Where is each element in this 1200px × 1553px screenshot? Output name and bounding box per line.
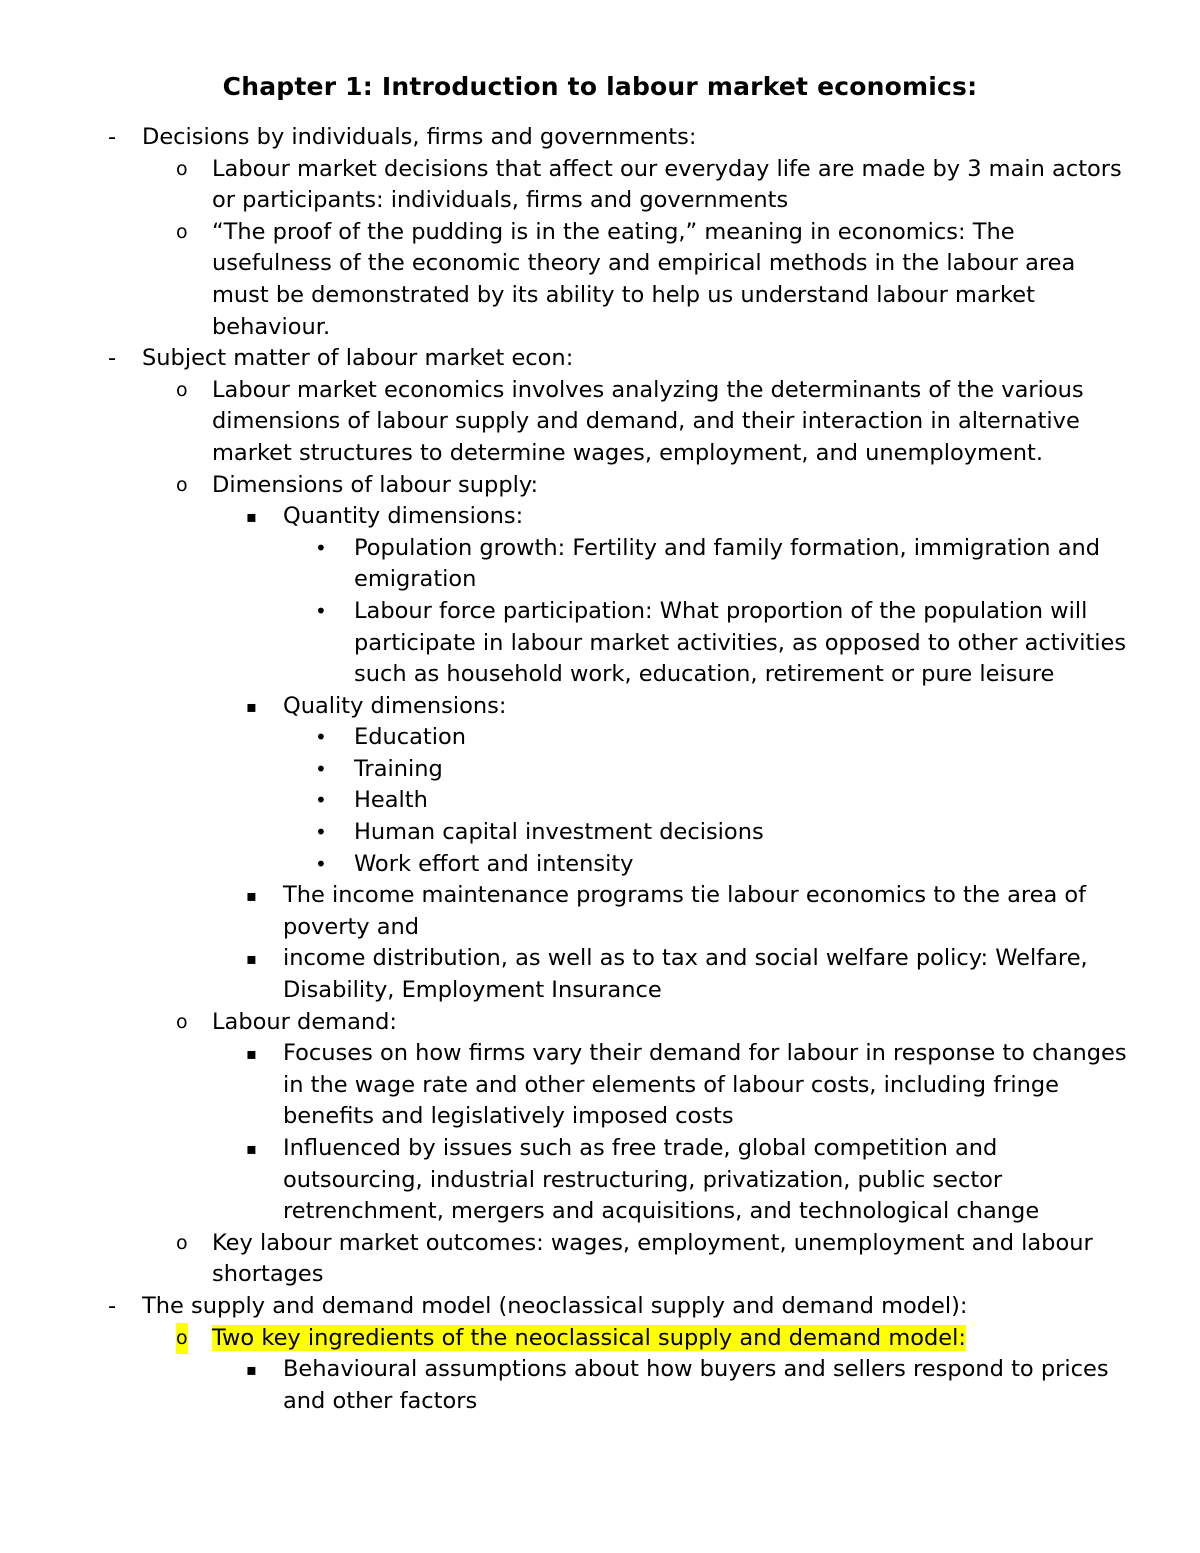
item-text: Quantity dimensions: — [283, 503, 524, 530]
square-bullet-icon: ▪ — [246, 696, 257, 716]
dash-marker: - — [108, 345, 117, 372]
item-text: Key labour market outcomes: wages, employment, unemployment and labour shortages — [212, 1229, 1093, 1288]
square-bullet-icon: ▪ — [246, 507, 257, 527]
circle-bullet-icon: o — [176, 1231, 188, 1254]
item-text: Influenced by issues such as free trade, global competition and outsourcing, industrial restructuring, privatization, public sector retrenchment, mergers and acquisitions, and technological change — [283, 1135, 1040, 1225]
item-text: Labour market decisions that affect our everyday life are made by 3 main actors or participants: individuals, firms and governments — [212, 155, 1122, 214]
outline-item-level-1 — [0, 1291, 1132, 1323]
dash-marker: - — [108, 124, 117, 150]
outline-item-level-3 — [0, 1038, 1133, 1133]
dot-bullet-icon: • — [315, 756, 327, 781]
outline-item-level-3 — [0, 1354, 1133, 1417]
outline-item-level-3 — [0, 501, 1133, 533]
outline-item-level-3 — [0, 943, 1133, 1006]
dot-bullet-icon: • — [315, 788, 327, 813]
item-text: Labour market economics involves analyzing the determinants of the various dimensions of labour supply and demand, and their interaction in alternative market structures to determine wages, employment, and unemployment. — [212, 376, 1084, 466]
item-text: “The proof of the pudding is in the eating,” meaning in economics: The usefulness of the economic theory and empirical methods in the labour area must be demonstrated by its ability to help us understand labour market behaviour. — [212, 218, 1076, 340]
item-text: Health — [354, 787, 428, 814]
outline-item-level-4 — [0, 849, 1134, 881]
outline-item-level-4 — [0, 785, 1134, 817]
item-text: Behavioural assumptions about how buyers and sellers respond to prices and other factors — [283, 1356, 1109, 1414]
circle-bullet-icon: o — [176, 378, 188, 401]
item-text: Human capital investment decisions — [354, 819, 764, 846]
dot-bullet-icon: • — [315, 535, 327, 560]
dash-marker: - — [108, 1292, 117, 1319]
page-title: Chapter 1: Introduction to labour market economics: — [222, 72, 978, 101]
dot-bullet-icon: • — [315, 598, 327, 623]
outline-item-level-2 — [0, 1228, 1132, 1291]
item-text: Subject matter of labour market econ: — [142, 345, 574, 372]
outline-item-level-2 — [0, 217, 1132, 343]
square-bullet-icon: ▪ — [246, 1139, 257, 1158]
outline-list — [0, 122, 1200, 1417]
outline-item-level-2 — [0, 470, 1132, 502]
square-bullet-icon: ▪ — [246, 1360, 257, 1380]
circle-bullet-icon: o — [176, 220, 188, 243]
outline-item-level-2 — [0, 375, 1132, 470]
item-text: Work effort and intensity — [354, 850, 634, 877]
square-bullet-icon: ▪ — [246, 886, 257, 906]
circle-bullet-icon: o — [176, 157, 188, 180]
circle-bullet-icon: o — [176, 1323, 188, 1355]
outline-item-level-2 — [0, 1007, 1132, 1039]
outline-item-level-2 — [0, 154, 1132, 217]
highlighted-item-text: Two key ingredients of the neoclassical supply and demand model: — [212, 1324, 966, 1351]
square-bullet-icon: ▪ — [246, 1044, 257, 1064]
outline-item-level-3 — [0, 880, 1133, 943]
item-text: income distribution, as well as to tax and social welfare policy: Welfare, Disability, Employment Insurance — [283, 945, 1088, 1004]
outline-item-level-1 — [0, 122, 1132, 154]
outline-item-level-3 — [0, 1133, 1133, 1228]
outline-item-level-4 — [0, 817, 1134, 849]
square-bullet-icon: ▪ — [246, 949, 257, 969]
circle-bullet-icon: o — [176, 1010, 188, 1033]
item-text: Dimensions of labour supply: — [212, 471, 539, 498]
outline-item-level-4 — [0, 533, 1134, 596]
outline-item-level-4 — [0, 596, 1134, 691]
item-text: Labour demand: — [212, 1008, 397, 1035]
item-text: Population growth: Fertility and family formation, immigration and emigration — [354, 534, 1101, 593]
outline-item-level-3 — [0, 691, 1133, 723]
item-text: Training — [354, 755, 443, 782]
outline-item-level-4 — [0, 722, 1134, 754]
item-text: Education — [354, 724, 467, 751]
outline-item-level-2 — [0, 1323, 1132, 1355]
circle-bullet-icon: o — [176, 473, 188, 496]
outline-item-level-4 — [0, 754, 1134, 786]
outline-item-level-1 — [0, 343, 1132, 375]
item-text: Labour force participation: What proportion of the population will participate in labour market activities, as opposed to other activities such as household work, education, retirement or pure leisure — [354, 597, 1127, 688]
dot-bullet-icon: • — [315, 851, 327, 876]
dot-bullet-icon: • — [315, 820, 327, 845]
item-text: The income maintenance programs tie labour economics to the area of poverty and — [283, 882, 1087, 940]
item-text: Focuses on how firms vary their demand for labour in response to changes in the wage rate and other elements of labour costs, including fringe benefits and legislatively imposed costs — [283, 1040, 1127, 1130]
item-text: The supply and demand model (neoclassical supply and demand model): — [142, 1292, 968, 1319]
item-text: Decisions by individuals, firms and governments: — [142, 124, 697, 150]
item-text: Quality dimensions: — [283, 692, 507, 719]
dot-bullet-icon: • — [315, 725, 327, 750]
